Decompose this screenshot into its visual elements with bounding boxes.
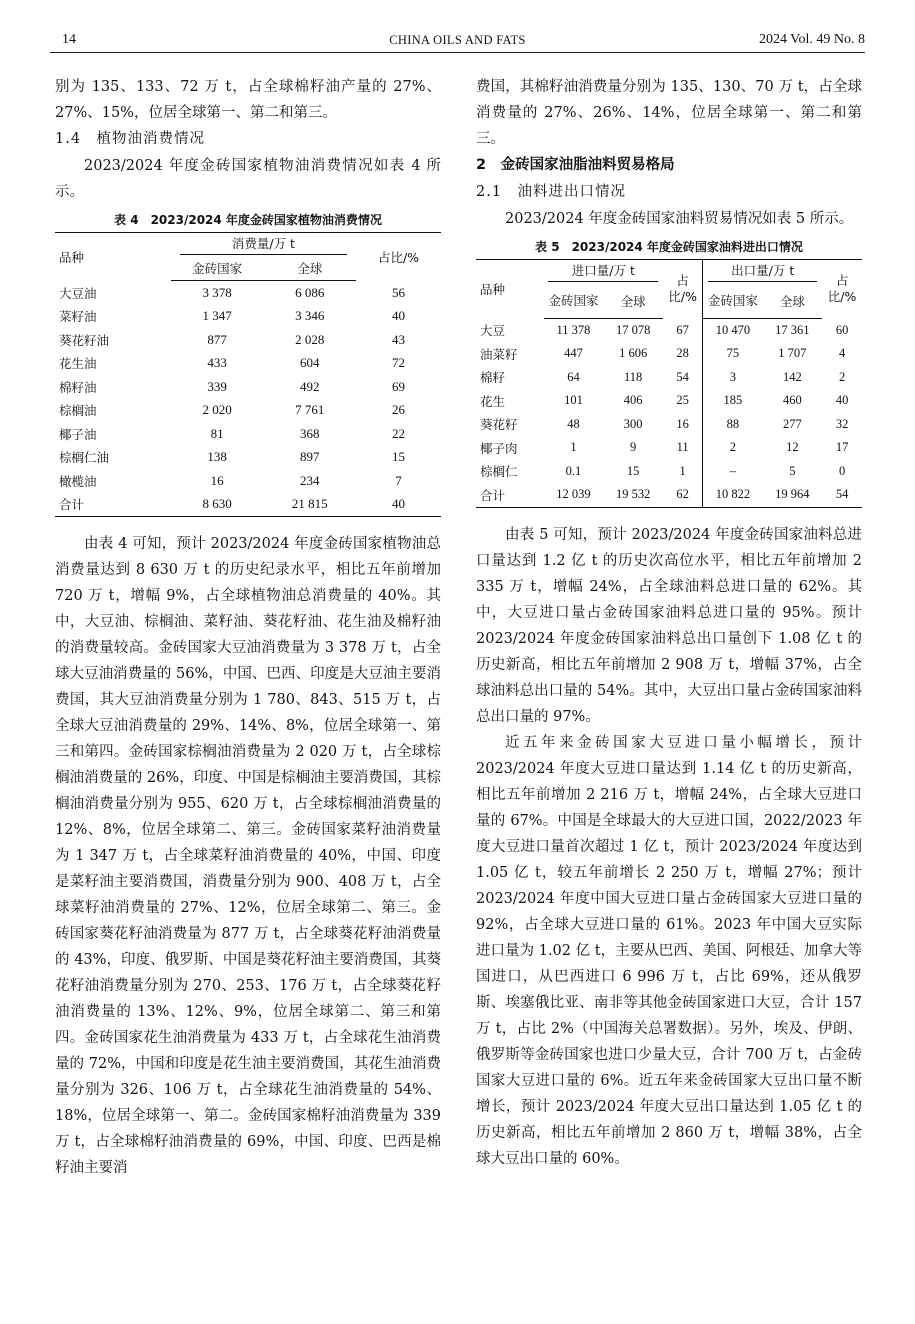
- right-body-paragraph-1: 由表 5 可知，预计 2023/2024 年度金砖国家油料总进口量达到 1.2 亿 t 的历史次高位水平，相比五年前增加 2 335 万 t，增幅 24%，占全球油料总进口量的 62%。其中，大豆进口量占金砖国家油料总进口量的 95%。预计 2023/2024 年度金砖国家油料总出口量创下 1.08 亿 t 的历史新高，相比五年前增加 2 908 万 t，增幅 37%，占全球油料总出口量的 54%。其中，大豆出口量占金砖国家油料总出口量的 97%。: [476, 526, 862, 725]
- cell-export-share: 2: [838, 369, 846, 384]
- cell-share: 43: [392, 331, 406, 347]
- cell-import-brics: 12 039: [556, 487, 591, 502]
- cell-global: 3 346: [295, 308, 325, 324]
- cell-variety: 橄榄油: [59, 473, 97, 489]
- table-row: [55, 422, 441, 446]
- cell-export-brics: 88: [703, 413, 763, 437]
- right-paragraph-continued: 费国，其棉籽油消费量分别为 135、130、70 万 t，占全球消费量的 27%、26%、14%，位居全球第一、第二和第三。: [476, 79, 862, 147]
- cell-import-brics: 64: [567, 369, 580, 384]
- table5-header-import-share: 占比/%: [668, 273, 697, 304]
- cell-import-share: 1: [679, 463, 686, 478]
- table-row: [476, 413, 862, 437]
- table-row: [476, 366, 862, 390]
- table4-header-share: 占比/%: [377, 249, 420, 265]
- cell-brics: 16: [210, 472, 224, 488]
- cell-variety: 大豆: [480, 323, 506, 338]
- cell-share: 22: [392, 425, 406, 441]
- table-row: [55, 399, 441, 423]
- cell-export-global: 460: [782, 393, 802, 408]
- cell-export-share: 40: [835, 393, 849, 408]
- table-row: [476, 318, 862, 342]
- running-head: [50, 30, 865, 53]
- cell-variety: 合计: [59, 497, 85, 513]
- cell-variety: 花生油: [59, 356, 97, 372]
- cell-variety: 葵花籽: [480, 417, 518, 433]
- cell-import-brics: 48: [567, 416, 580, 431]
- cell-import-share: 11: [676, 440, 689, 455]
- cell-export-share: 17: [835, 440, 849, 455]
- cell-global: 21 815: [291, 496, 328, 512]
- table4-header-brics: 金砖国家: [171, 257, 264, 281]
- left-body-paragraph: 由表 4 可知，预计 2023/2024 年度金砖国家植物油总消费量达到 8 630 万 t 的历史纪录水平，相比五年前增加 720 万 t，增幅 9%，占全球植物油总消费量的 40%。其中，大豆油、棕榈油、菜籽油、葵花籽油、花生油及棉籽油的消费量较高。金砖国家大豆油消费量为 3 378 万 t，占全球大豆油消费量的 56%，中国、巴西、印度是大豆油主要消费国，其大豆油消费量分别为 1 780、843、515 万 t，占全球大豆油消费量的 29%、14%、8%，位居全球第一、第三和第四。金砖国家棕榈油消费量为 2 020 万 t，占全球棕榈油消费量的 26%，印度、中国是棕榈油主要消费国，其棕榈油消费量分别为 955、620 万 t，占全球棕榈油消费量的 12%、8%，位居全球第二、第三。金砖国家菜籽油消费量为 1 347 万 t，占全球菜籽油消费量的 40%，中国、印度是菜籽油主要消费国，消费量分别为 900、408 万 t，占全球菜籽油消费量的 27%、12%，位居全球第二、第三。金砖国家葵花籽油消费量为 877 万 t，占全球葵花籽油消费量的 43%，印度、俄罗斯、中国是葵花籽油主要消费国，其葵花籽油消费量分别为 270、253、176 万 t，占全球葵花籽油消费量的 13%、12%、9%，位居全球第二、第三和第四。金砖国家花生油消费量为 433 万 t，占全球花生油消费量的 72%，中国和印度是花生油主要消费国，其花生油消费量分别为 326、106 万 t，占全球花生油消费量的 54%、18%，位居全球第一、第二。金砖国家棉籽油消费量为 339 万 t，占全球棉籽油消费量的 69%，中国、印度、巴西是棉籽油主要消: [55, 536, 441, 1176]
- cell-brics: 2 020: [202, 402, 232, 418]
- cell-global: 6 086: [295, 284, 325, 300]
- table5-header-export-share: 占比/%: [827, 273, 857, 304]
- cell-import-share: 62: [676, 487, 689, 502]
- cell-export-share: 4: [838, 346, 846, 361]
- cell-export-share: 32: [835, 416, 849, 431]
- table5-header-import-brics: 金砖国家: [544, 284, 604, 319]
- cell-variety: 棕榈仁: [480, 464, 518, 480]
- table5-header-import: 进口量/万 t: [544, 260, 663, 284]
- cell-share: 7: [395, 472, 402, 488]
- cell-global: 368: [299, 425, 320, 441]
- cell-variety: 棉籽油: [59, 379, 97, 395]
- cell-import-global: 406: [623, 393, 643, 408]
- table5-header-export: 出口量/万 t: [703, 260, 822, 284]
- cell-export-brics: 3: [703, 366, 763, 390]
- table4-intro: 2023/2024 年度金砖国家植物油消费情况如表 4 所示。: [55, 158, 441, 200]
- table4-caption: 表 4 2023/2024 年度金砖国家植物油消费情况: [114, 213, 382, 227]
- cell-export-global: 19 964: [775, 487, 810, 502]
- page-number: 14: [62, 32, 76, 47]
- cell-import-global: 300: [623, 416, 643, 431]
- cell-import-brics: 0.1: [565, 463, 582, 478]
- cell-import-global: 118: [624, 369, 643, 384]
- left-column: [55, 74, 441, 1181]
- cell-export-global: 142: [782, 369, 802, 384]
- cell-share: 26: [392, 402, 406, 418]
- cell-export-brics: 2: [703, 436, 763, 460]
- cell-export-brics: –: [703, 460, 763, 484]
- cell-share: 40: [392, 496, 406, 512]
- cell-export-share: 54: [835, 487, 849, 502]
- cell-import-brics: 447: [564, 346, 583, 361]
- table-row: [55, 281, 441, 305]
- cell-export-brics: 10 822: [703, 483, 763, 507]
- table5-header-variety: 品种: [480, 282, 506, 297]
- cell-import-global: 15: [626, 463, 640, 478]
- section-2-heading: 2 金砖国家油脂油料贸易格局: [476, 157, 675, 173]
- cell-import-share: 16: [676, 416, 689, 431]
- cell-brics: 138: [207, 449, 227, 465]
- table-row: [476, 460, 862, 484]
- cell-import-global: 9: [630, 440, 637, 455]
- table5-header-import-global: 全球: [603, 284, 663, 319]
- cell-export-brics: 75: [703, 342, 763, 366]
- section-2-1-heading: 2.1 油料进出口情况: [476, 184, 627, 200]
- cell-brics: 81: [210, 425, 224, 441]
- cell-variety: 椰子油: [59, 426, 97, 442]
- cell-brics: 1 347: [202, 308, 232, 324]
- table-row: [476, 436, 862, 460]
- cell-variety: 油菜籽: [480, 346, 518, 362]
- cell-global: 492: [299, 378, 320, 394]
- cell-import-share: 54: [676, 369, 689, 384]
- cell-global: 2 028: [295, 331, 325, 347]
- cell-brics: 433: [207, 355, 227, 371]
- cell-brics: 3 378: [202, 284, 232, 300]
- cell-import-share: 28: [676, 346, 689, 361]
- cell-export-global: 277: [782, 416, 802, 431]
- table4-header-global: 全球: [263, 257, 356, 281]
- cell-variety: 花生: [480, 393, 506, 409]
- cell-variety: 棉籽: [480, 370, 506, 386]
- cell-export-global: 1 707: [778, 346, 807, 361]
- cell-variety: 合计: [480, 487, 506, 503]
- cell-global: 604: [299, 355, 320, 371]
- issue-info: 2024 Vol. 49 No. 8: [758, 32, 865, 47]
- cell-export-global: 17 361: [775, 322, 810, 337]
- cell-share: 56: [392, 284, 406, 300]
- cell-export-brics: 10 470: [703, 318, 763, 342]
- cell-global: 897: [299, 449, 320, 465]
- cell-import-share: 67: [676, 322, 689, 337]
- table5-caption: 表 5 2023/2024 年度金砖国家油料进出口情况: [535, 240, 803, 254]
- table-row: [55, 328, 441, 352]
- table-row: [55, 305, 441, 329]
- cell-variety: 棕榈油: [59, 403, 97, 419]
- table5-header-export-brics: 金砖国家: [703, 284, 763, 319]
- table-row: [55, 352, 441, 376]
- cell-export-brics: 185: [703, 389, 763, 413]
- table4-header-consumption: 消费量/万 t: [171, 233, 356, 257]
- cell-export-share: 60: [835, 322, 849, 337]
- right-body-paragraph-2: 近五年来金砖国家大豆进口量小幅增长，预计 2023/2024 年度大豆进口量达到 1.14 亿 t 的历史新高，相比五年前增加 2 216 万 t，增幅 24%，占全球大豆进口量的 67%。中国是全球最大的大豆进口国，2022/2023 年度大豆进口量首次超过 1 亿 t，预计 2023/2024 年度达到 1.05 亿 t，较五年前增长 2 250 万 t，增幅 27%；预计 2023/2024 年度中国大豆进口量占金砖国家大豆进口量的 92%，占全球大豆进口量的 61%。2023 年中国大豆实际进口量为 1.02 亿 t，主要从巴西、美国、阿根廷、加拿大等国进口，从巴西进口 6 996 万 t，占比 69%，还从俄罗斯、埃塞俄比亚、南非等其他金砖国家进口大豆，合计 157 万 t，占比 2%（中国海关总署数据）。另外，埃及、伊朗、俄罗斯等金砖国家也进口少量大豆，合计 700 万 t，占金砖国家大豆进口量的 6%。近五年来金砖国家大豆出口量不断增长，预计 2023/2024 年度大豆出口量达到 1.05 亿 t 的历史新高，相比五年前增加 2 860 万 t，增幅 38%，占全球大豆出口量的 60%。: [476, 734, 862, 1167]
- cell-brics: 877: [207, 331, 227, 347]
- table-row-total: [476, 483, 862, 507]
- cell-share: 72: [392, 355, 406, 371]
- cell-variety: 椰子肉: [480, 440, 518, 456]
- cell-brics: 8 630: [202, 496, 232, 512]
- cell-share: 69: [392, 378, 406, 394]
- cell-variety: 菜籽油: [59, 309, 97, 325]
- table5-intro: 2023/2024 年度金砖国家油料贸易情况如表 5 所示。: [505, 211, 854, 227]
- cell-import-brics: 1: [570, 440, 577, 455]
- cell-share: 15: [392, 449, 406, 465]
- journal-name: CHINA OILS AND FATS: [389, 33, 526, 47]
- cell-export-share: 0: [838, 463, 846, 478]
- cell-global: 7 761: [295, 402, 325, 418]
- table4-header-variety: 品种: [59, 249, 85, 265]
- left-paragraph-continued: 别为 135、133、72 万 t，占全球棉籽油产量的 27%、27%、15%，位居全球第一、第二和第三。: [55, 79, 441, 121]
- table4: [55, 232, 441, 517]
- cell-import-global: 17 078: [615, 322, 651, 337]
- cell-share: 40: [392, 308, 406, 324]
- cell-variety: 棕榈仁油: [59, 450, 110, 466]
- table-row-total: [55, 493, 441, 517]
- cell-import-brics: 11 378: [556, 322, 591, 337]
- table-row: [55, 375, 441, 399]
- table-row: [476, 389, 862, 413]
- table-row: [55, 469, 441, 493]
- section-1-4-heading: 1.4 植物油消费情况: [55, 131, 206, 147]
- cell-import-global: 1 606: [619, 346, 648, 361]
- table5-header-export-global: 全球: [762, 284, 822, 319]
- cell-export-global: 5: [789, 463, 796, 478]
- cell-import-brics: 101: [564, 393, 583, 408]
- table-row: [476, 342, 862, 366]
- cell-variety: 葵花籽油: [59, 332, 110, 348]
- cell-brics: 339: [207, 378, 227, 394]
- cell-global: 234: [299, 472, 320, 488]
- cell-import-share: 25: [676, 393, 689, 408]
- table-row: [55, 446, 441, 470]
- cell-import-global: 19 532: [615, 487, 651, 502]
- right-column: [476, 74, 862, 1172]
- cell-variety: 大豆油: [59, 285, 97, 301]
- table5: [476, 259, 862, 508]
- cell-export-global: 12: [786, 440, 799, 455]
